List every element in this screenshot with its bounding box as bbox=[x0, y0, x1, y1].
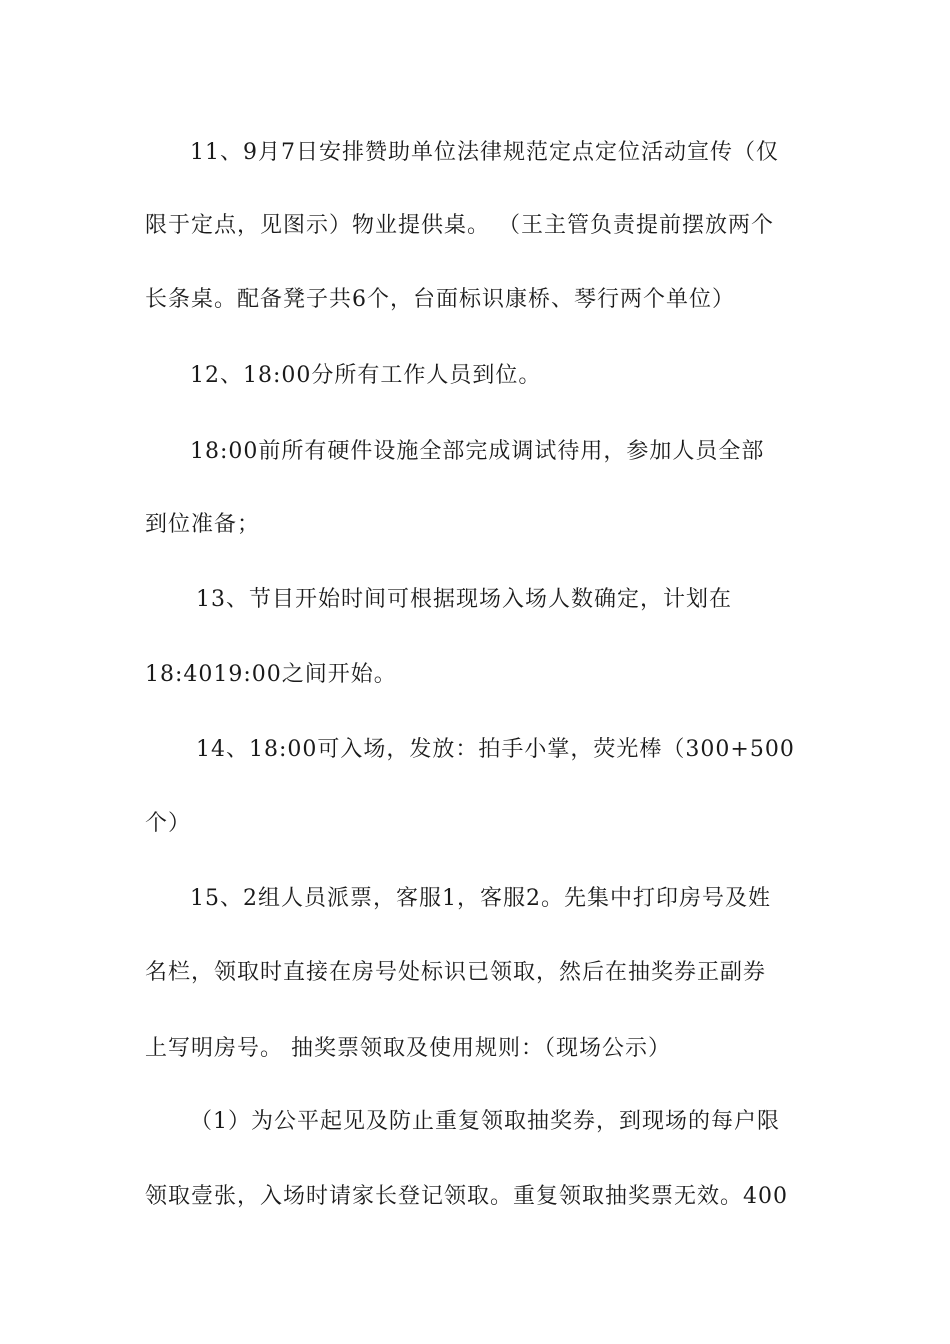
text-line-12: 名栏，领取时直接在房号处标识已领取，然后在抽奖券正副券 bbox=[145, 960, 767, 985]
text-line-4: 12、18:00分所有工作人员到位。 bbox=[190, 363, 542, 388]
text-line-5: 18:00前所有硬件设施全部完成调试待用，参加人员全部 bbox=[190, 439, 765, 464]
text-line-1: 11、9月7日安排赞助单位法律规范定点定位活动宣传（仅 bbox=[190, 140, 779, 165]
text-line-6: 到位准备； bbox=[145, 512, 261, 537]
text-line-9: 14、18:00可入场，发放：拍手小掌，荧光棒（300+500 bbox=[196, 737, 795, 762]
text-line-3: 长条桌。配备凳子共6个，台面标识康桥、琴行两个单位） bbox=[145, 287, 735, 312]
text-line-8: 18:4019:00之间开始。 bbox=[145, 662, 397, 687]
text-line-13: 上写明房号。 抽奖票领取及使用规则：（现场公示） bbox=[145, 1036, 671, 1061]
text-line-10: 个） bbox=[145, 811, 192, 836]
text-line-7: 13、节目开始时间可根据现场入场人数确定，计划在 bbox=[196, 587, 732, 612]
text-line-2: 限于定点，见图示）物业提供桌。 （王主管负责提前摆放两个 bbox=[145, 213, 774, 238]
text-line-15: 领取壹张，入场时请家长登记领取。重复领取抽奖票无效。400 bbox=[145, 1184, 788, 1209]
text-line-11: 15、2组人员派票，客服1，客服2。先集中打印房号及姓 bbox=[190, 886, 771, 911]
text-line-14: （1）为公平起见及防止重复领取抽奖券，到现场的每户限 bbox=[190, 1109, 780, 1134]
